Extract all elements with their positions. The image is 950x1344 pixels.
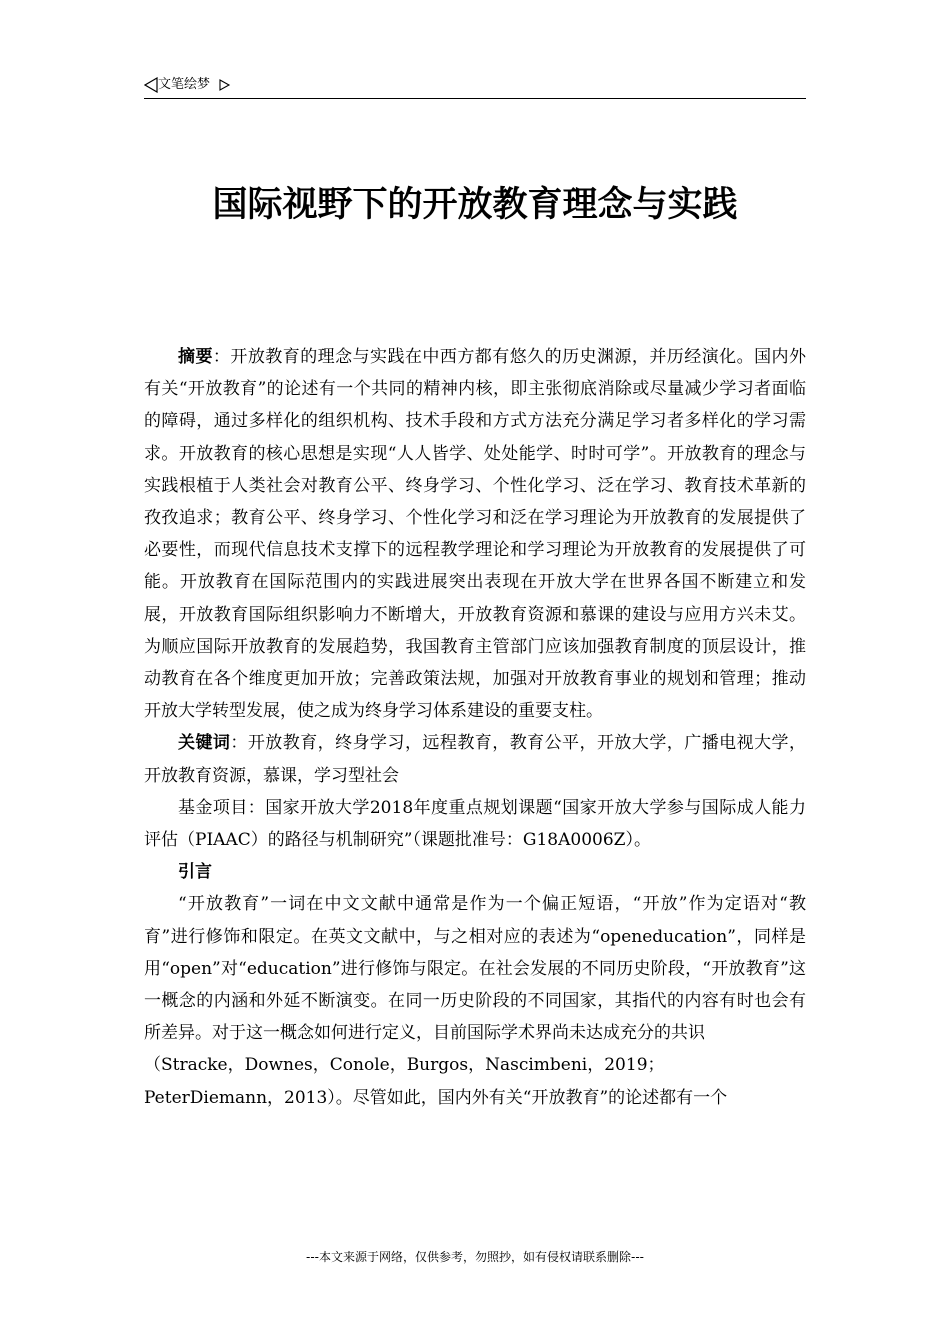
fund-paragraph: 基金项目：国家开放大学2018年度重点规划课题“国家开放大学参与国际成人能力评估（PIAAC）的路径与机制研究”（课题批准号：G18A0006Z）。 (144, 797, 806, 851)
keywords-label: 关键词 (178, 733, 231, 754)
header-content (144, 76, 232, 94)
left-triangle-icon (144, 77, 158, 93)
document-title: 国际视野下的开放教育理念与实践 (212, 185, 738, 225)
header-text: 文笔绘梦 (158, 77, 211, 92)
keywords-paragraph (144, 727, 806, 791)
document-body (144, 341, 806, 1114)
intro-citation-line-1: （Stracke，Downes，Conole，Burgos，Nascimbeni，2019； (144, 1055, 665, 1076)
abstract-text: ：开放教育的理念与实践在中西方都有悠久的历史渊源，并历经演化。国内外有关“开放教育”的论述有一个共同的精神内核，即主张彻底消除或尽量减少学习者面临的障碍，通过多样化的组织机构、技术手段和方式方法充分满足学习者多样化的学习需求。开放教育的核心思想是实现“人人皆学、处处能学、时时可学”。开放教育的理念与实践根植于人类社会对教育公平、终身学习、个性化学习、泛在学习、教育技术革新的孜孜追求；教育公平、终身学习、个性化学习和泛在学习理论为开放教育的发展提供了必要性，而现代信息技术支撑下的远程教学理论和学习理论为开放教育的发展提供了可能。开放教育在国际范围内的实践进展突出表现在开放大学在世界各国不断建立和发展，开放教育国际组织影响力不断增大，开放教育资源和慕课的建设与应用方兴未艾。为顺应国际开放教育的发展趋势，我国教育主管部门应该加强教育制度的顶层设计，推动教育在各个维度更加开放；完善政策法规，加强对开放教育事业的规划和管理；推动开放大学转型发展，使之成为终身学习体系建设的重要支柱。 (144, 347, 807, 722)
keywords-text: ：开放教育，终身学习，远程教育，教育公平，开放大学，广播电视大学，开放教育资源，慕课，学习型社会 (144, 733, 807, 786)
abstract-paragraph (144, 341, 806, 727)
intro-citation-line-2: PeterDiemann，2013）。尽管如此，国内外有关“开放教育”的论述都有一个 (144, 1087, 728, 1108)
intro-heading: 引言 (178, 862, 212, 883)
footer-disclaimer: ---本文来源于网络，仅供参考，勿照抄，如有侵权请联系删除--- (306, 1250, 644, 1264)
running-header (144, 74, 806, 99)
right-triangle-icon (218, 77, 232, 93)
intro-paragraph: “开放教育”一词在中文文献中通常是作为一个偏正短语，“开放”作为定语对“教育”进行修饰和限定。在英文文献中，与之相对应的表述为“openeducation”，同样是用“open”对“education”进行修饰与限定。在社会发展的不同历史阶段，“开放教育”这一概念的内涵和外延不断演变。在同一历史阶段的不同国家，其指代的内容有时也会有所差异。对于这一概念如何进行定义，目前国际学术界尚未达成充分的共识 (144, 894, 806, 1044)
abstract-label: 摘要 (178, 347, 213, 367)
